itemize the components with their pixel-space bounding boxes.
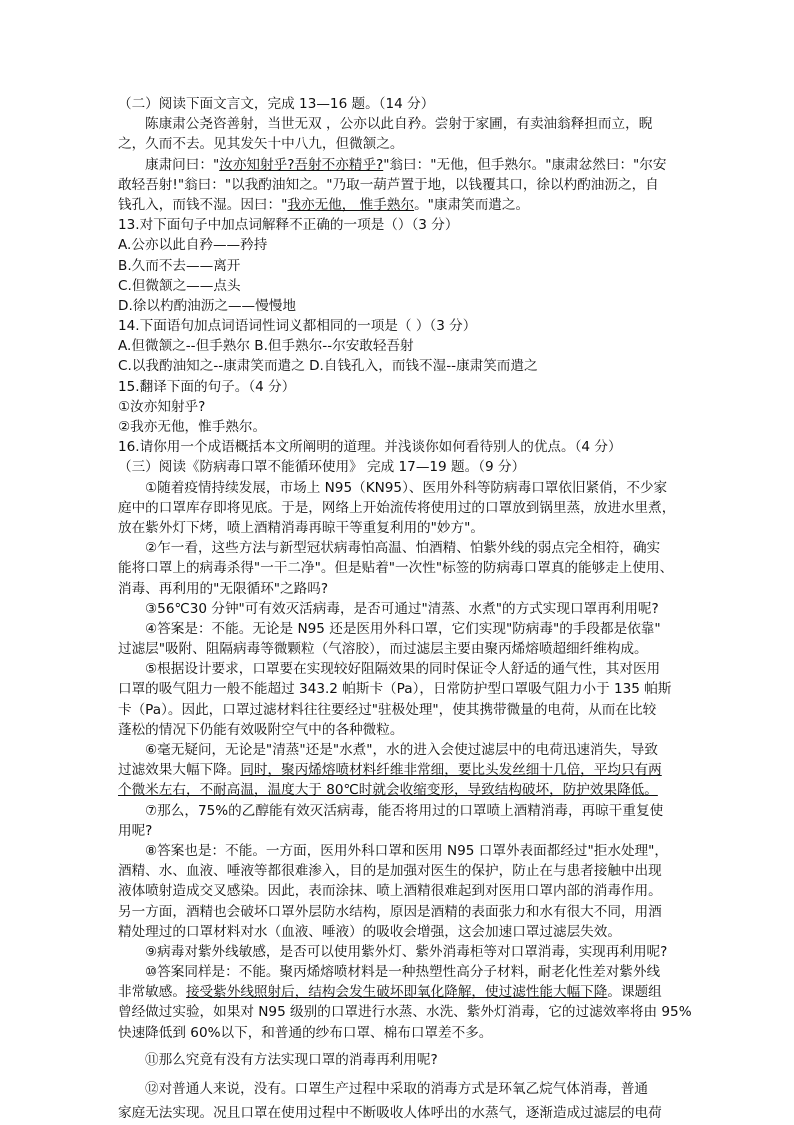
option-c: C.但微颔之——点头 xyxy=(118,277,241,294)
question-13-stem: 13.对下面句子中加点词解释不正确的一项是（）（3 分） xyxy=(118,217,459,234)
underlined-sentence-4: 接受紫外线照射后，结构会发生破坏即氧化降解，使过滤性能大幅下降 xyxy=(185,984,608,1001)
passage-line: ⑨病毒对紫外线敏感，是否可以使用紫外灯、紫外消毒柜等对口罩消毒，实现再利用呢? xyxy=(145,943,668,960)
options-cd: C.以我酌油知之--康肃笑而遣之 D.自钱孔入，而钱不湿--康肃笑而遣之 xyxy=(118,358,538,375)
underlined-sentence-3-cont: 个微米左右，不耐高温，温度大于 80℃时就会收缩变形，导致结构破坏，防护效果降低。 xyxy=(118,782,658,799)
translate-sentence-2: ②我亦无他，惟手熟尔。 xyxy=(118,419,267,435)
passage-line: ⑥毫无疑问，无论是"清蒸"还是"水煮"，水的进入会使过滤层中的电荷迅速消失，导致 xyxy=(145,742,658,758)
question-14-stem: 14.下面语句加点词语词性词义都相同的一项是（ ）（3 分） xyxy=(118,318,477,335)
option-d: D.徐以杓酌油沥之——慢慢地 xyxy=(118,297,296,314)
passage-line: 放在紫外灯下烤，喷上酒精消毒再晾干等重复利用的"妙方"。 xyxy=(118,519,484,536)
passage-line: 卡（Pa）。因此，口罩过滤材料往往要经过"驻极处理"，使其携带微量的电荷，从而在比较 xyxy=(118,701,657,718)
passage-line: 口罩的吸气阻力一般不能超过 343.2 帕斯卡（Pa），日常防护型口罩吸气阻力小于 135 帕斯 xyxy=(118,681,672,698)
passage-line: 庭中的口罩库存即将见底。于是，网络上开始流传将使用过的口罩放到锅里蒸，放进水里煮， xyxy=(118,499,676,516)
passage-line: 非常敏感。接受紫外线照射后，结构会发生破坏即氧化降解，使过滤性能大幅下降。课题组 xyxy=(118,984,662,1001)
passage-line: 家庭无法实现。况且口罩在使用过程中不断吸收人体呼出的水蒸气，逐渐造成过滤层的电荷 xyxy=(118,1104,662,1121)
passage-line: ②乍一看，这些方法与新型冠状病毒怕高温、怕酒精、怕紫外线的弱点完全相符，确实 xyxy=(145,540,661,557)
passage-line: 快速降低到 60%以下，和普通的纱布口罩、棉布口罩差不多。 xyxy=(118,1024,493,1041)
passage-line: ⑤根据设计要求，口罩要在实现较好阻隔效果的同时保证令人舒适的通气性，其对医用 xyxy=(145,661,661,678)
passage-line: 用呢? xyxy=(118,822,153,839)
question-16: 16.请你用一个成语概括本文所阐明的道理。并浅谈你如何看待别人的优点。（4 分） xyxy=(118,439,622,456)
underlined-sentence-3: 同时，聚丙烯熔喷材料纤维非常细，要比头发丝细十几倍，平均只有两 xyxy=(240,762,662,779)
passage-line: 液体喷射造成交叉感染。因此，表而涂抹、喷上酒精很难起到对医用口罩内部的消毒作用。 xyxy=(118,883,662,900)
underlined-sentence-2: 我亦无他， 惟手熟尔 xyxy=(287,196,415,213)
exam-page xyxy=(118,94,692,1125)
options-ab: A.但微颔之--但手熟尔 B.但手熟尔--尔安敢轻吾射 xyxy=(118,338,414,355)
passage-line: ⑦那么，75%的乙醇能有效灭活病毒，能否将用过的口罩喷上酒精消毒，再晾干重复使 xyxy=(145,802,664,819)
passage-line: 过滤效果大幅下降。同时，聚丙烯熔喷材料纤维非常细，要比头发丝细十几倍，平均只有两 xyxy=(118,762,662,779)
translate-sentence-1: ①汝亦知射乎? xyxy=(118,398,206,415)
passage-line: ⑫对普通人来说，没有。口罩生产过程中采取的消毒方式是环氧乙烷气体消毒，普通 xyxy=(145,1080,648,1097)
passage-line: ⑧答案也是：不能。一方面，医用外科口罩和医用 N95 口罩外表面都经过"拒水处理"， xyxy=(145,842,668,859)
question-15-stem: 15.翻译下面的句子。（4 分） xyxy=(118,378,296,395)
passage-line: 精处理过的口罩材料对水（血液、唾液）的吸收会增强，这会加速口罩过滤层失效。 xyxy=(118,923,621,940)
passage-line: 酒精、水、血液、唾液等都很难渗入，目的是加强对医生的保护，防止在与患者接触中出现 xyxy=(118,863,662,880)
option-a: A.公亦以此自矜——矜持 xyxy=(118,237,268,254)
passage-line: 曾经做过实验，如果对 N95 级别的口罩进行水蒸、水洗、紫外灯消毒，它的过滤效率将由 95% xyxy=(118,1004,692,1021)
passage-line: 陈康肃公尧咨善射，当世无双 ，公亦以此自矜。尝射于家圃，有卖油翁释担而立，睨 xyxy=(145,116,653,133)
section-2-heading: （二）阅读下面文言文，完成 13—16 题。（14 分） xyxy=(118,96,435,112)
section-3-heading: （三）阅读《防病毒口罩不能循环使用》 完成 17—19 题。（9 分） xyxy=(118,459,526,476)
passage-line: ③56℃30 分钟"可有效灭活病毒，是否可通过"清蒸、水煮"的方式实现口罩再利用呢? xyxy=(145,600,659,617)
passage-line: 钱孔入，而钱不湿。因曰："我亦无他， 惟手熟尔。"康肃笑而遣之。 xyxy=(118,196,530,213)
passage-line: ④答案是：不能。无论是 N95 还是医用外科口罩，它们实现"防病毒"的手段都是依靠" xyxy=(145,620,661,637)
option-b: B.久而不去——离开 xyxy=(118,257,241,274)
passage-line: 之，久而不去。见其发矢十中八九，但微颔之。 xyxy=(118,136,404,153)
passage-line: 敢轻吾射!"翁曰："以我酌油知之。"乃取一葫芦置于地，以钱覆其口，徐以杓酌油沥之，自 xyxy=(118,176,659,193)
passage-line: 另一方面，酒精也会破坏口罩外层防水结构，原因是酒精的表面张力和水有很大不同，用酒 xyxy=(118,903,662,920)
passage-line: ⑩答案同样是：不能。聚丙烯熔喷材料是一种热塑性高分子材料，耐老化性差对紫外线 xyxy=(145,964,661,981)
passage-line: 能将口罩上的病毒杀得"一干二净"。但是贴着"一次性"标签的防病毒口罩真的能够走上使用、 xyxy=(118,560,674,577)
passage-line: ①随着疫情持续发展，市场上 N95（KN95）、医用外科等防病毒口罩依旧紧俏，不少家 xyxy=(145,479,668,496)
passage-line: 蓬松的情况下仍能有效吸附空气中的各种微粒。 xyxy=(118,721,404,738)
passage-line: 消毒、再利用的"无限循环"之路吗? xyxy=(118,580,329,597)
passage-line: ⑪那么究竟有没有方法实现口罩的消毒再利用呢? xyxy=(145,1051,438,1068)
passage-line: 过滤层"吸附、阻隔病毒等微颗粒（气溶胶），而过滤层主要由聚丙烯熔喷超细纤维构成。 xyxy=(118,641,648,658)
underlined-sentence-1: 汝亦知射乎?吾射不亦精乎? xyxy=(219,156,384,173)
passage-line: 康肃问曰："汝亦知射乎?吾射不亦精乎?"翁曰："无他，但手熟尔。"康肃忿然曰："尔安 xyxy=(145,156,667,173)
